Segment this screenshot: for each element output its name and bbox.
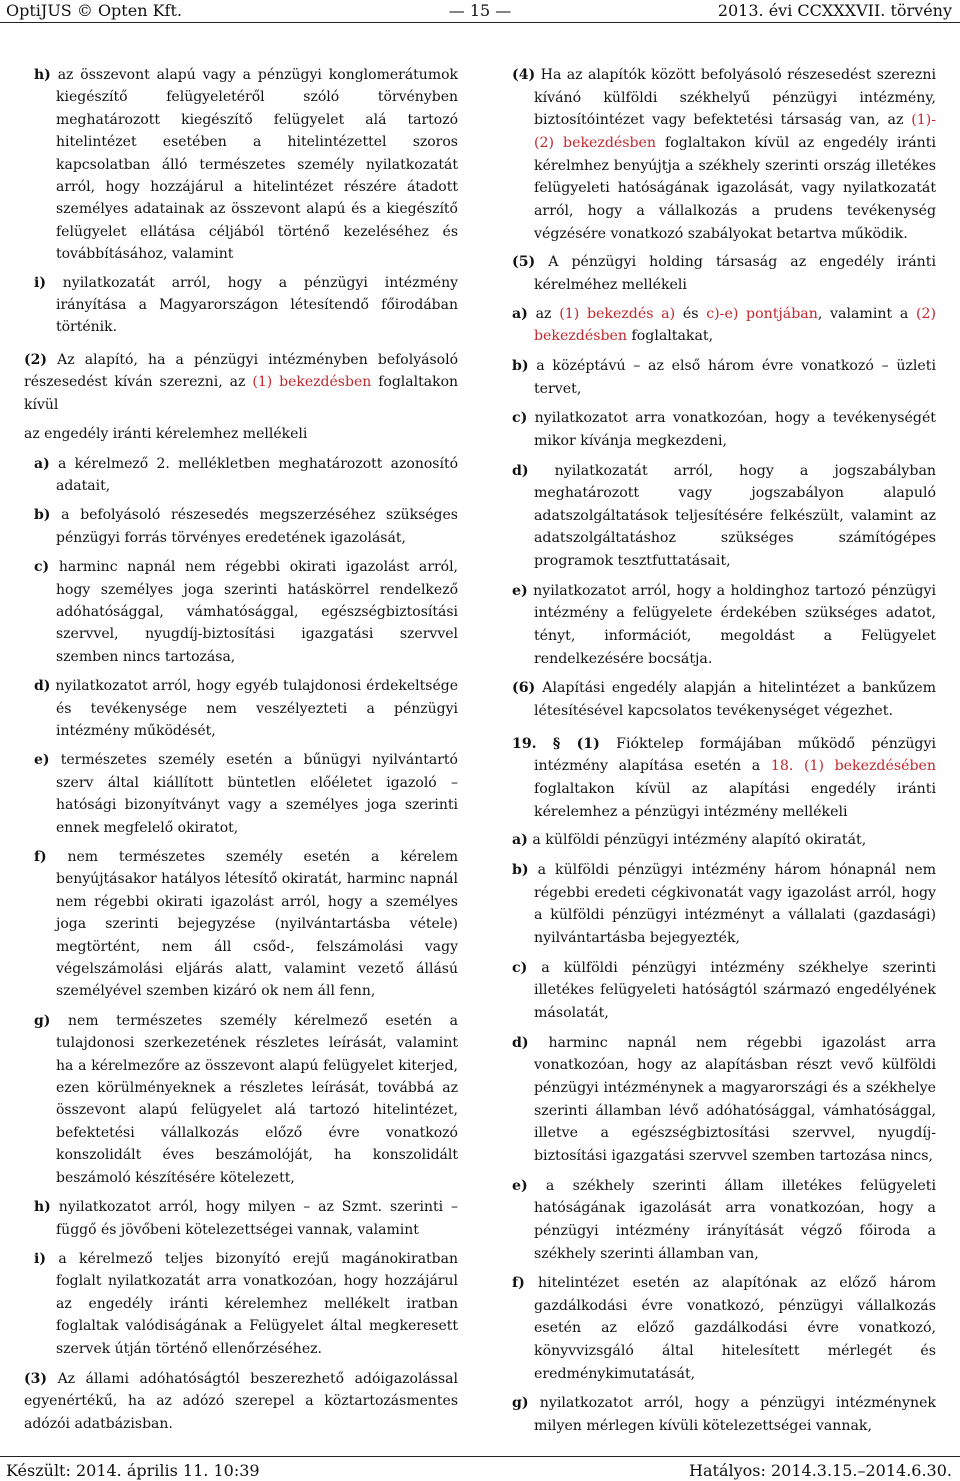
header-publisher: OptiJUS © Opten Kft. xyxy=(6,1,182,20)
paragraph-5: (5) A pénzügyi holding társaság az engedély iránti kérelméhez mellékeli xyxy=(512,254,936,293)
paragraph-6: (6) Alapítási engedély alapján a hitelintézet a bankűzem létesítésével kapcsolatos tevékenységet végezhet. xyxy=(512,680,936,720)
item-h: h) az összevont alapú vagy a pénzügyi konglomerátumok kiegészítő felügyeletéről szóló törvényben meghatározott kiegészítő felügyelet alá tartozó hitelintézet esetében a hitelintézettel szoros kapcsolatban álló természetes személy nyilatkozatát arról, hogy hozzájárul a hitelintézet részére átadott személyes adatainak az összevont alapú és a kiegészítő felügyelet ellátása céljából történő kezeléséhez és továbbításához, valamint xyxy=(34,67,459,263)
footer-effective: Hatályos: 2014.3.15.–2014.6.30. xyxy=(689,1461,952,1480)
header-page-number: — 15 — xyxy=(448,1,512,20)
paragraph-5-item-e: e) nyilatkozatot arról, hogy a holdinghoz tartozó pénzügyi intézmény a felügyelete érdekében szükséges adatot, tényt, információt, megoldást a Felügyelet rendelkezésére bocsátja. xyxy=(512,582,937,667)
paragraph-2-item-h: h) nyilatkozatot arról, hogy milyen – az Szmt. szerinti – függő és jövőbeni kötelezettségei vannak, valamint xyxy=(34,1199,458,1238)
section-19-item-a: a) a külföldi pénzügyi intézmény alapító okiratát, xyxy=(512,832,867,849)
ref-paragraph-1[interactable]: (1) bekezdésben xyxy=(252,374,372,391)
item-i: i) nyilatkozatát arról, hogy a pénzügyi intézmény irányítása a Magyarországon létesítendő főirodában történik. xyxy=(34,274,458,336)
paragraph-2-item-f: f) nem természetes személy esetén a kérelem benyújtásakor hatályos létesítő okiratát, harminc napnál nem régebbi okirati igazolást arról, hogy a személyes joga szerinti bejegyzése (nyilvántartásba vétele) megtörtént, nem áll csőd-, felszámolási vagy végelszámolási eljárás alatt, valamint vezető állású személyével szemben kizáró ok nem áll fenn, xyxy=(34,849,458,1000)
right-column xyxy=(502,64,936,1445)
header-law-title: 2013. évi CCXXXVII. törvény xyxy=(717,1,952,20)
left-column xyxy=(24,64,458,1442)
paragraph-5-item-c: c) nyilatkozatot arra vonatkozóan, hogy a tevékenységét mikor kívánja megkezdeni, xyxy=(512,410,936,449)
section-19-item-b: b) a külföldi pénzügyi intézmény három hónapnál nem régebbi eredeti cégkivonatát vagy igazolást arról, hogy a külföldi pénzügyi intézményt a vállalati (gazdasági) nyilvántartásba bejegyezték, xyxy=(512,862,937,946)
paragraph-2-item-i: i) a kérelmező teljes bizonyító erejű magánokiratban foglalt nyilatkozatát arra vonatkozóan, hogy hozzájárul az engedély iránti kérelemhez mellékelt iratban foglaltak valódiságának a Felügyelet által megkeresett szervek útján történő ellenőrzéséhez. xyxy=(34,1250,458,1357)
ref-section-18-1[interactable]: (1) bekezdésében xyxy=(803,758,936,775)
page-header xyxy=(0,0,960,23)
paragraph-2-item-d: d) nyilatkozatot arról, hogy egyéb tulajdonosi érdekeltsége és tevékenysége nem veszélyezteti a pénzügyi intézmény működését, xyxy=(34,678,458,739)
paragraph-2-items xyxy=(24,453,458,1360)
ref-1-a[interactable]: (1) bekezdés a) xyxy=(559,305,676,322)
ref-paragraph-2[interactable]: (2) bekezdésben xyxy=(534,305,937,345)
paragraph-2-item-b: b) a befolyásoló részesedés megszerzéséhez szükséges pénzügyi forrás törvényes eredetének igazolását, xyxy=(34,507,458,546)
paragraph-5-items xyxy=(502,355,936,671)
paragraph-5-item-d: d) nyilatkozatát arról, hogy a jogszabályban meghatározott vagy jogszabályon alapuló adatszolgáltatások teljesítésére felkészült, valamint az adatszolgáltatáshoz szükséges számítógépes programok tesztfuttatásait, xyxy=(512,462,937,570)
paragraph-5-item-b: b) a középtávú – az első három évre vonatkozó – üzleti tervet, xyxy=(512,357,936,397)
paragraph-5-item-a: a) az (1) bekezdés a) és c)-e) pontjában, valamint a (2) bekezdésben foglaltakat, xyxy=(512,305,937,345)
paragraph-2-item-e: e) természetes személy esetén a bűnügyi nyilvántartó szerv által kiállított büntetlen előéletet igazoló – hatósági bizonyítványt vagy a személyes joga szerinti ennek megfelelő okiratot, xyxy=(34,752,458,836)
section-19-item-g: g) nyilatkozatot arról, hogy a pénzügyi intézménynek milyen mérlegen kívüli kötelezettségei vannak, xyxy=(512,1395,937,1435)
footer-created: Készült: 2014. április 11. 10:39 xyxy=(6,1461,260,1480)
section-19-item-d: d) harminc napnál nem régebbi igazolást arra vonatkozóan, hogy az alapításban részt vevő külföldi pénzügyi intézménynek a magyarországi és a székhelye szerinti államban lévő adóhatósággal, vámhatósággal, illetve a egészségbiztosítási szervvel, nyugdíj-biztosítási igazgatási szervvel szemben tartozása nincs, xyxy=(512,1034,936,1164)
paragraph-2-item-g: g) nem természetes személy kérelmező esetén a tulajdonosi szerkezetének részletes leírását, valamint ha a kérelmezőre az összevont alapú felügyelet kiterjed, ezen körülményeknek a részletes leírását, továbbá az összevont alapú felügyelet alá tartozó hitelintézet, befektetési vállalkozás előző évre vonatkozó konszolidált éves beszámolóját, ha konszolidált beszámoló készítésére kötelezett, xyxy=(34,1012,458,1186)
section-19-items xyxy=(502,829,936,1437)
paragraph-4: (4) Ha az alapítók között befolyásoló részesedést szerezni kívánó külföldi székhelyű pénzügyi intézmény, biztosítóintézet vagy befektetési társaság van, az (1)-(2) bekezdésben foglaltakon kívül az engedély iránti kérelmhez benyújtja a székhely szerinti ország illetékes felügyeleti hatóságának igazolását, vagy nyilatkozatát arról, hogy a vállalkozás a prudens tevékenység végzésére vonatkozó szabályokat betartva működik. xyxy=(512,67,936,242)
section-19-item-f: f) hitelintézet esetén az alapítónak az előző három gazdálkodási évre vonatkozó, pénzügyi vállalkozás esetén az előző gazdálkodási évre vonatkozó, könyvvizsgáló által hitelesített mérlegét és eredménykimutatását, xyxy=(512,1275,936,1382)
paragraph-2-item-c: c) harminc napnál nem régebbi okirati igazolást arról, hogy személyes joga szerinti hatáskörrel rendelkező adóhatósággal, vámhatósággal, egészségbiztosítási szervvel, nyugdíj-biztosítási igazgatási szervvel szemben nincs tartozása, xyxy=(34,559,458,665)
paragraph-3: (3) Az állami adóhatóságtól beszerezhető adóigazolással egyenértékű, ha az adózó szerepel a köztartozásmentes adózói adatbázisban. xyxy=(24,1370,458,1432)
paragraph-2-intro: az engedély iránti kérelemhez mellékeli xyxy=(24,426,308,443)
ref-section-18[interactable]: 18. xyxy=(770,758,794,775)
page-footer xyxy=(0,1456,960,1481)
section-19: 19. § (1) Fióktelep formájában működő pénzügyi intézmény alapítása esetén a 18. (1) bekezdésében foglaltakon kívül az alapítási engedély iránti kérelemhez a pénzügyi intézmény mellékeli xyxy=(512,735,936,820)
section-19-item-e: e) a székhely szerinti állam illetékes felügyeleti hatóságának igazolását arra vonatkozóan, hogy a pénzügyi intézmény irányítását végző főiroda a székhely szerinti államban van, xyxy=(512,1177,937,1262)
section-19-item-c: c) a külföldi pénzügyi intézmény székhelye szerinti illetékes felügyeleti hatóságtól származó engedélyének másolatát, xyxy=(512,959,936,1021)
paragraph-2: (2) Az alapító, ha a pénzügyi intézményben befolyásoló részesedést kíván szerezni, az (1) bekezdésben foglaltakon kívül xyxy=(24,351,459,413)
ref-paragraph-1-2[interactable]: (1)-(2) bekezdésben xyxy=(534,112,936,151)
ref-c-e[interactable]: c)-e) pontjában xyxy=(706,305,818,322)
paragraph-2-item-a: a) a kérelmező 2. mellékletben meghatározott azonosító adatait, xyxy=(34,455,458,494)
